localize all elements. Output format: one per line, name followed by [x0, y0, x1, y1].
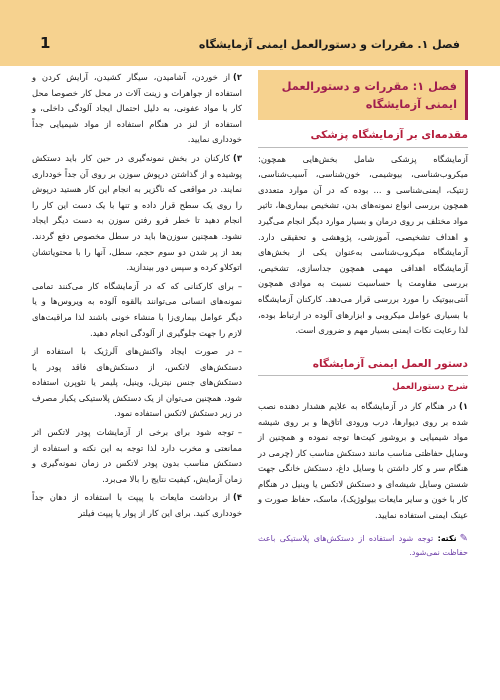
item-text: از برداشت مایعات با پیپت با استفاده از دهان جداً خودداری کنید. برای این کار از پوار یا پیپت فیلتر	[32, 492, 242, 519]
dash-marker: –	[237, 280, 242, 291]
left-column	[32, 70, 242, 525]
list-item	[32, 490, 242, 521]
chapter-title: فصل ۱: مقررات و دستورالعمل ایمنی آزمایشگاه	[281, 79, 457, 111]
bullet-text: برای کارکنانی که که در آزمایشگاه کار می‌کنند تمامی نمونه‌های انسانی می‌توانند بالقوه آلوده به ویروس‌ها و یا دیگر عوامل بیماری‌زا با منشاء خونی باشند لذا مراقبت‌های لازم را جهت جلوگیری از آلودگی انجام دهید.	[32, 280, 242, 338]
section-heading-instructions: دستور العمل ایمنی آزمایشگاه	[258, 357, 468, 377]
page-number: 1	[40, 34, 51, 52]
bullet-text: در صورت ایجاد واکنش‌های آلرژیک با استفاده از دستکش‌های لاتکس، از دستکش‌های فاقد پودر یا دستکش‌های جنس نیتریل، وینیل، پلیمر یا نئوپرن استفاده شود. همچنین می‌توان از یک دستکش پلاستیکی یکبار مصرف در زیر دستکش لاتکس استفاده نمود.	[32, 346, 242, 419]
item-number: ۳)	[233, 152, 242, 163]
section-spacer	[258, 342, 468, 354]
instruction-list-continued	[32, 70, 242, 276]
dash-marker: –	[237, 346, 242, 357]
subsection-heading: شرح دستورالعمل	[392, 382, 468, 393]
item-number: ۲)	[233, 72, 242, 82]
list-item	[32, 70, 242, 148]
note-text: توجه شود استفاده از دستکش‌های پلاستیکی باعث حفاظت نمی‌شود.	[258, 533, 468, 557]
running-title: فصل ۱. مقررات و دستورالعمل ایمنی آزمایشگاه	[198, 38, 460, 51]
pencil-icon: ✎	[459, 532, 468, 544]
item-number: ۱)	[459, 400, 468, 411]
dash-marker: –	[237, 427, 242, 438]
bullet-list	[32, 279, 242, 488]
section-heading-intro: مقدمه‌ای بر آزمایشگاه پزشکی	[258, 128, 468, 148]
note-box	[258, 532, 468, 560]
chapter-title-box	[258, 70, 468, 120]
item-text: در هنگام کار در آزمایشگاه به علایم هشدار دهنده نصب شده بر روی دیوارها، درب ورودی اتاق‌ها و بر روی شیشه مواد شیمیایی و بروشور کیت‌ها توجه نموده و همچنین از وسایل حفاظتی مناسب مانند دستکش مناسب کار (چرمی در هنگام سر و کار داشتن با وسایل داغ، دستکش خانگی جهت شستن وسایل شیشه‌ای و دستکش لاتکس یا وینیل در هنگام کار با خون و سایر مایعات بیولوژیک)، ماسک، حفاظ صورت و عینک ایمنی استفاده نمایید.	[258, 400, 468, 521]
bullet-item	[32, 425, 242, 487]
list-item	[32, 151, 242, 276]
note-label: نکته:	[437, 533, 457, 543]
instruction-list	[258, 399, 468, 524]
item-text: کارکنان در بخش نمونه‌گیری در حین کار باید دستکش پوشیده و از گذاشتن درپوش سوزن بر روی آن جداً خودداری نمایند. در مواقعی که ناگزیر به انجام این کار هستید درپوش را روی یک سطح قرار داده و تنها با یک دست این کار را انجام دهید تا خطر فرو رفتن سوزن به دست دیگر ایجاد نشود. همچنین سوزن‌ها باید در سطل مخصوص دفع گردند. بعد از پر شدن دو سوم حجم، سطل، آنها را با محتویاتشان اتوکلاو کرده و سپس دور بیندازید.	[32, 152, 242, 273]
list-item	[258, 399, 468, 524]
bullet-item	[32, 279, 242, 341]
right-column	[258, 70, 468, 560]
intro-paragraph: آزمایشگاه پزشکی شامل بخش‌هایی همچون: میکروب‌شناسی، بیوشیمی، خون‌شناسی، آسیب‌شناسی، ژنتیک، ایمنی‌شناسی و ... بوده که در آن موارد متعددی همچون بررسی انواع نمونه‌های بدن، تشخیص بیماری‌ها، تاثیر مواد مختلف بر روی درمان و بسیار موارد دیگر انجام می‌گیرد و اهداف تشخیصی، آموزشی، پژوهشی و تحقیقی دارد. آزمایشگاه میکروب‌شناسی به‌عنوان یکی از بخش‌های آزمایشگاه اهدافی مهمی همچون جداسازی، تشخیص، بررسی مقاومت یا حساسیت نسبت به موادی همچون آنتی‌بیوتیک را مورد بررسی قرار می‌دهد. کارکنان آزمایشگاه با بسیاری عوامل میکروبی و ابزارهای آلوده در ارتباط بوده، لذا رعایت نکات ایمنی بسیار مهم و ضروری است.	[258, 153, 468, 336]
bullet-item	[32, 344, 242, 422]
page-header	[0, 0, 500, 66]
item-text: از خوردن، آشامیدن، سیگار کشیدن، آرایش کردن و استفاده از جواهرات و زینت آلات در محل کار خصوصا محل کار با مواد عفونی، به دلیل احتمال ایجاد آلودگی داخلی، و استفاده از لنز در هنگام استفاده از مواد شیمیایی جداً خودداری نمایید.	[32, 72, 242, 145]
instruction-list-continued-2	[32, 490, 242, 521]
item-number: ۴)	[233, 492, 242, 503]
bullet-text: توجه شود برای برخی از آزمایشات پودر لاتکس اثر ممانعتی و مخرب دارد لذا توجه به این نکته و استفاده از دستکش مناسب بدون پودر لاتکس در زمان نمونه‌گیری و زمان آزمایش، کیفیت نتایج را بالا می‌برد.	[32, 427, 242, 484]
